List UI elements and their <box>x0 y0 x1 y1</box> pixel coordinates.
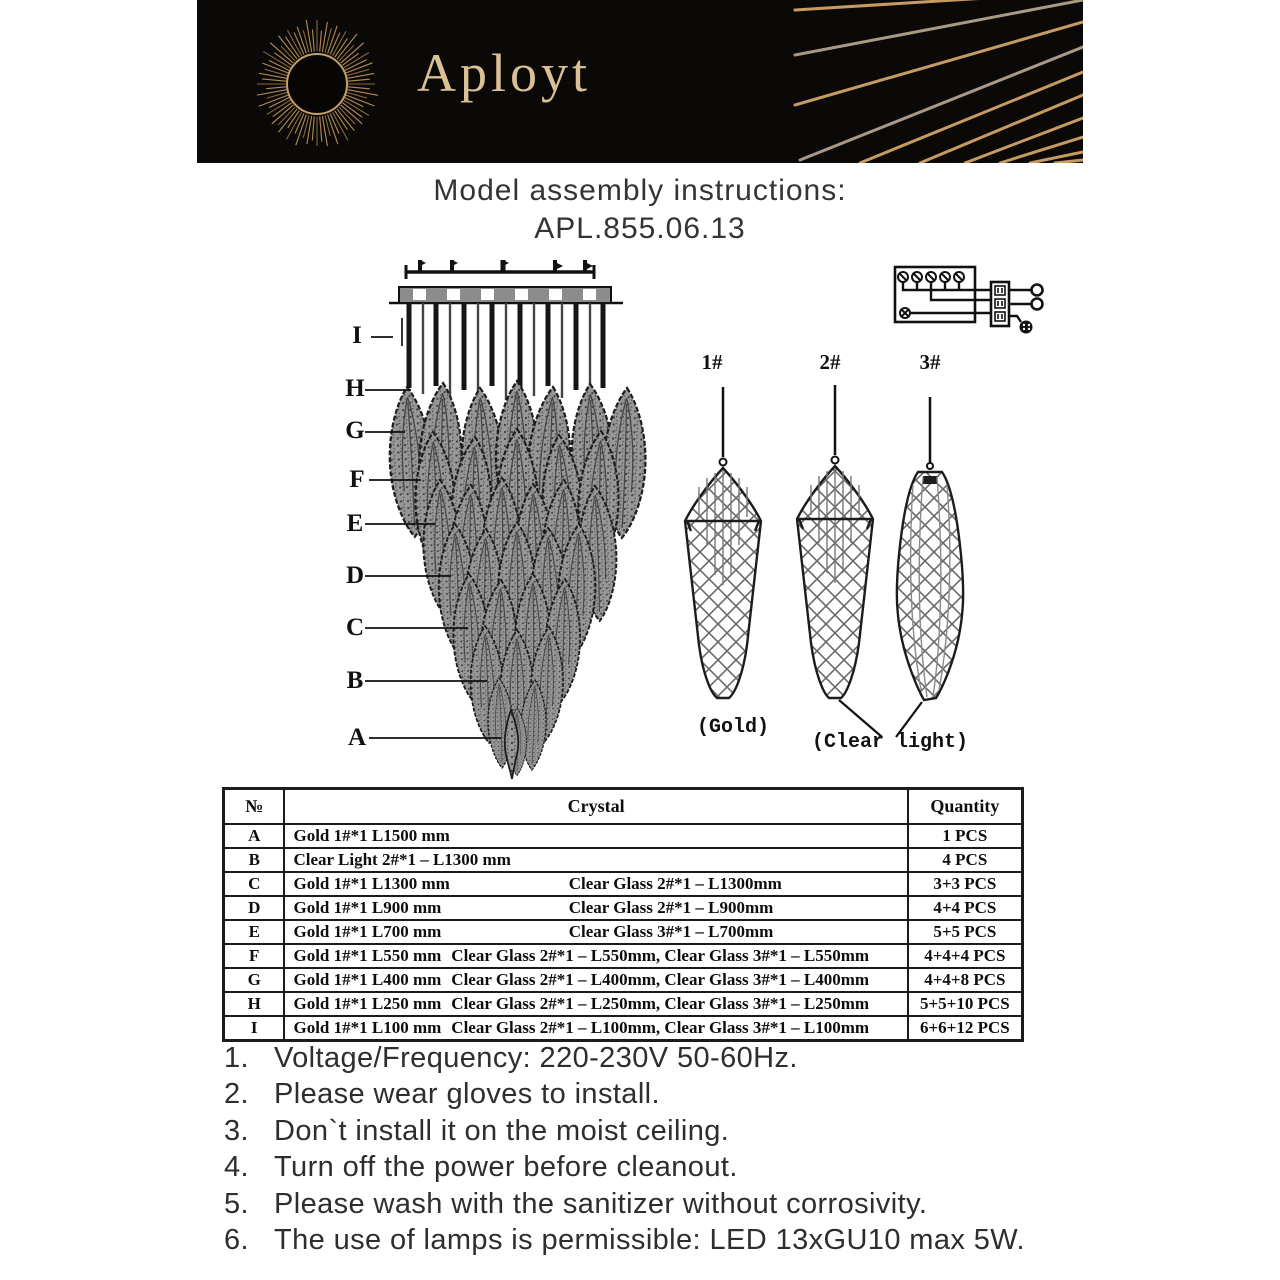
layer-label-F: F <box>349 466 365 493</box>
parts-table <box>222 787 1024 1042</box>
header-num: № <box>224 789 285 825</box>
canopy-plate-icon <box>389 287 623 303</box>
instruction-item <box>224 1113 1144 1150</box>
header-crystal: Crystal <box>284 789 907 825</box>
instruction-text: Voltage/Frequency: 220-230V 50-60Hz. <box>274 1041 798 1074</box>
instruction-item <box>224 1150 1144 1187</box>
ray-fan-icon <box>795 0 1083 163</box>
instruction-item <box>224 1077 1144 1114</box>
instruction-number: 1. <box>224 1041 249 1074</box>
layer-label-C: C <box>345 614 365 641</box>
pendant-3-clear-icon <box>897 397 963 700</box>
brand-logo-text: Aployt <box>417 43 592 103</box>
instruction-number: 2. <box>224 1078 249 1111</box>
layer-label-D: D <box>345 562 365 589</box>
pendant-caption-gold: (Gold) <box>696 716 769 739</box>
table-row: F Gold 1#*1 L550 mm Clear Glass 2#*1 – L550mm, Clear Glass 3#*1 – L550mm 4+4+4 PCS <box>224 944 1023 968</box>
layer-label-E: E <box>346 510 364 537</box>
ring-connector-icon <box>1032 299 1043 310</box>
table-row: I Gold 1#*1 L100 mm Clear Glass 2#*1 – L100mm, Clear Glass 3#*1 – L100mm 6+6+12 PCS <box>224 1016 1023 1041</box>
pendant-label-3: 3# <box>919 350 941 374</box>
page-title: Model assembly instructions: <box>433 174 847 207</box>
instructions-list <box>224 1040 1144 1259</box>
instruction-text: The use of lamps is permissible: LED 13xGU10 max 5W. <box>274 1224 1025 1257</box>
ground-connector-icon <box>1020 321 1033 334</box>
pendant-label-1: 1# <box>701 350 723 374</box>
instruction-text: Don`t install it on the moist ceiling. <box>274 1114 730 1147</box>
table-row: E Gold 1#*1 L700 mm Clear Glass 3#*1 – L700mm 5+5 PCS <box>224 920 1023 944</box>
layer-label-H: H <box>345 375 365 402</box>
instruction-item <box>224 1040 1144 1077</box>
header-quantity: Quantity <box>908 789 1023 825</box>
instruction-number: 4. <box>224 1151 249 1184</box>
terminal-block-icon <box>991 282 1009 326</box>
table-row: G Gold 1#*1 L400 mm Clear Glass 2#*1 – L400mm, Clear Glass 3#*1 – L400mm 4+4+8 PCS <box>224 968 1023 992</box>
table-header-row <box>224 789 1023 825</box>
instruction-text: Turn off the power before cleanout. <box>274 1151 738 1184</box>
pendant-2-clear-icon <box>797 385 873 698</box>
table-row: A Gold 1#*1 L1500 mm 1 PCS <box>224 824 1023 848</box>
pendant-caption-clear: (Clear light) <box>811 731 969 754</box>
instruction-number: 3. <box>224 1114 249 1147</box>
layer-label-I: I <box>352 322 362 349</box>
pendant-label-2: 2# <box>819 350 841 374</box>
ring-connector-icon <box>1032 285 1043 296</box>
wiring-diagram <box>885 258 1075 338</box>
table-row: H Gold 1#*1 L250 mm Clear Glass 2#*1 – L250mm, Clear Glass 3#*1 – L250mm 5+5+10 PCS <box>224 992 1023 1016</box>
model-number: APL.855.06.13 <box>534 212 746 245</box>
table-row: B Clear Light 2#*1 – L1300 mm 4 PCS <box>224 848 1023 872</box>
instruction-number: 6. <box>224 1224 249 1257</box>
crystal-cascade-icon <box>386 381 648 779</box>
banner-art <box>197 0 1083 163</box>
instruction-item <box>224 1223 1144 1260</box>
brand-banner <box>197 0 1083 163</box>
hanging-rods-icon <box>409 303 603 400</box>
pendant-1-gold-icon <box>685 387 761 698</box>
layer-label-G: G <box>345 417 365 444</box>
ceiling-bar-icon <box>405 265 595 279</box>
instruction-text: Please wear gloves to install. <box>274 1078 660 1111</box>
instruction-item <box>224 1186 1144 1223</box>
instruction-text: Please wash with the sanitizer without corrosivity. <box>274 1187 928 1220</box>
chandelier-assembly-drawing <box>335 258 665 783</box>
instruction-number: 5. <box>224 1187 249 1220</box>
layer-label-A: A <box>347 724 367 751</box>
table-row: C Gold 1#*1 L1300 mm Clear Glass 2#*1 – L1300mm 3+3 PCS <box>224 872 1023 896</box>
layer-label-B: B <box>346 667 364 694</box>
pendant-detail-drawing <box>655 345 1015 770</box>
table-row: D Gold 1#*1 L900 mm Clear Glass 2#*1 – L900mm 4+4 PCS <box>224 896 1023 920</box>
